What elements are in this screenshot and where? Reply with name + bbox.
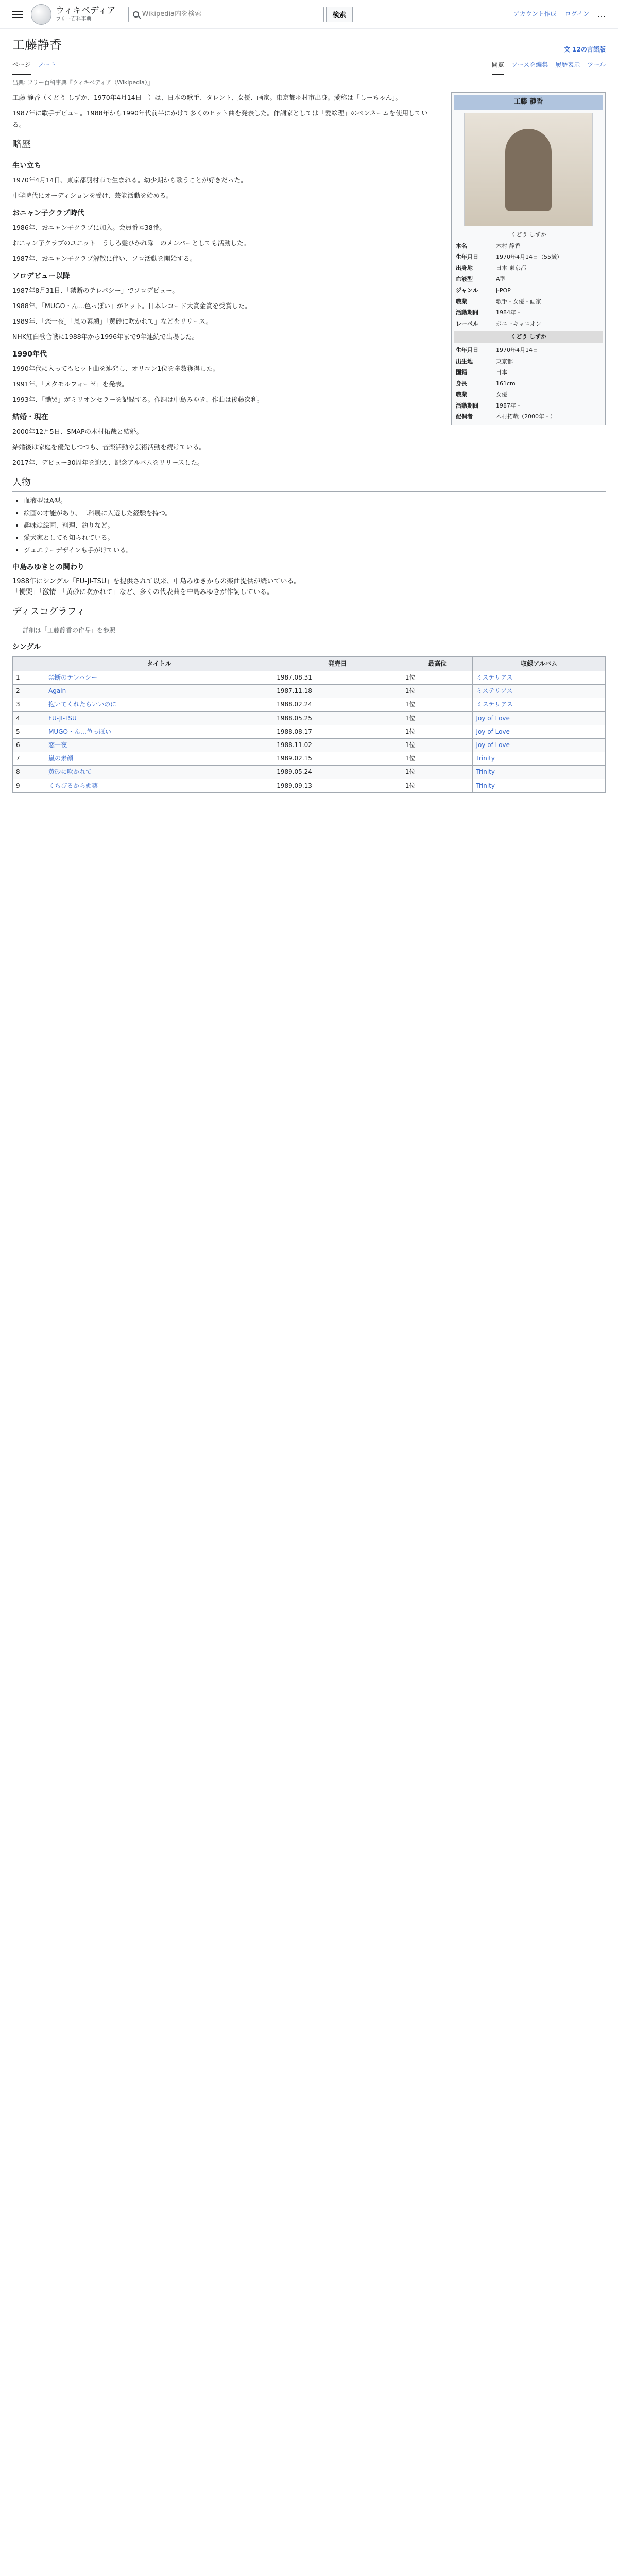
create-account-link[interactable]: アカウント作成 bbox=[513, 10, 557, 18]
infobox-row bbox=[454, 345, 603, 356]
infobox-row bbox=[454, 251, 603, 263]
intro-paragraph: 1987年に歌手デビュー。1988年から1990年代前半にかけて多くのヒット曲を発表した。作詞家としては「愛絵理」のペンネームを使用している。 bbox=[12, 109, 428, 128]
page-title: 工藤静香 bbox=[12, 38, 62, 52]
infobox-row bbox=[454, 296, 603, 308]
main-body bbox=[12, 92, 435, 468]
cell-date: 1987.08.31 bbox=[273, 671, 402, 685]
infobox-row bbox=[454, 356, 603, 367]
table-header: 最高位 bbox=[402, 656, 473, 671]
infobox-key: 配偶者 bbox=[456, 413, 473, 420]
language-button[interactable]: 文 12の言語版 bbox=[564, 46, 606, 54]
infobox-row bbox=[454, 241, 603, 252]
infobox-row bbox=[454, 263, 603, 274]
search-icon bbox=[133, 11, 139, 18]
nakajima-paragraph: 1988年にシングル「FU-JI-TSU」を提供されて以来、中島みゆきからの楽曲提供が続いている。 bbox=[12, 577, 301, 585]
subsection-heading-nakajima: 中島みゆきとの関わり bbox=[12, 563, 84, 572]
cell-title[interactable]: 禁断のテレパシー bbox=[45, 671, 273, 685]
infobox-row bbox=[454, 367, 603, 378]
infobox-key: 出身地 bbox=[456, 264, 473, 272]
section-heading-discography: ディスコグラフィ bbox=[12, 605, 606, 621]
infobox-value: 東京都 bbox=[496, 358, 513, 365]
infobox-row bbox=[454, 389, 603, 400]
cell-rank: 1位 bbox=[402, 685, 473, 698]
infobox-key: 生年月日 bbox=[456, 253, 478, 261]
infobox-value: 161cm bbox=[496, 380, 516, 387]
infobox-value: 日本 bbox=[496, 369, 507, 376]
cell-number: 3 bbox=[13, 698, 45, 711]
tab-edit-source[interactable]: ソースを編集 bbox=[511, 61, 548, 69]
section-paragraph: 結婚後は家庭を優先しつつも、音楽活動や芸術活動を続けている。 bbox=[12, 443, 206, 451]
cell-date: 1989.02.15 bbox=[273, 752, 402, 766]
infobox-title: 工藤 静香 bbox=[454, 95, 603, 110]
infobox-row bbox=[454, 400, 603, 412]
cell-date: 1988.08.17 bbox=[273, 725, 402, 738]
page-tabs bbox=[0, 57, 618, 75]
infobox-row bbox=[454, 411, 603, 422]
cell-number: 2 bbox=[13, 685, 45, 698]
section-paragraph: NHK紅白歌合戦に1988年から1996年まで9年連続で出場した。 bbox=[12, 332, 199, 341]
list-item: • 趣味は絵画、料理、釣りなど。 bbox=[24, 520, 606, 531]
subsection-heading: ソロデビュー以降 bbox=[12, 272, 70, 280]
cell-title[interactable]: くちびるから媚薬 bbox=[45, 779, 273, 792]
infobox-key: 血液型 bbox=[456, 276, 473, 283]
infobox-value: 1970年4月14日（55歳） bbox=[496, 253, 562, 261]
cell-date: 1988.11.02 bbox=[273, 738, 402, 752]
singles-table bbox=[12, 656, 606, 793]
cell-rank: 1位 bbox=[402, 711, 473, 725]
cell-rank: 1位 bbox=[402, 671, 473, 685]
table-row bbox=[13, 766, 606, 779]
table-header: タイトル bbox=[45, 656, 273, 671]
section-heading: 略歴 bbox=[12, 138, 435, 154]
list-item: • 血液型はA型。 bbox=[24, 496, 606, 506]
table-row bbox=[13, 725, 606, 738]
infobox-table-actor bbox=[454, 345, 603, 422]
table-header: 収録アルバム bbox=[473, 656, 606, 671]
infobox-key: 出生地 bbox=[456, 358, 473, 365]
infobox-caption: くどう しずか bbox=[510, 231, 546, 238]
cell-date: 1988.02.24 bbox=[273, 698, 402, 711]
search-input[interactable] bbox=[142, 10, 319, 18]
table-header bbox=[13, 656, 45, 671]
cell-number: 4 bbox=[13, 711, 45, 725]
infobox-row bbox=[454, 285, 603, 296]
table-row bbox=[13, 738, 606, 752]
section-paragraph: 中学時代にオーディションを受け、芸能活動を始める。 bbox=[12, 191, 173, 199]
infobox-value: 木村拓哉（2000年 - ） bbox=[496, 413, 556, 420]
cell-title[interactable]: Again bbox=[45, 685, 273, 698]
infobox-row bbox=[454, 274, 603, 285]
infobox-key: ジャンル bbox=[456, 286, 478, 294]
infobox-key: 生年月日 bbox=[456, 346, 478, 353]
table-row bbox=[13, 698, 606, 711]
subsection-heading: 結婚・現在 bbox=[12, 413, 48, 421]
table-row bbox=[13, 752, 606, 766]
section-paragraph: 1986年、おニャン子クラブに加入。会員番号38番。 bbox=[12, 224, 166, 232]
list-item: • 絵画の才能があり、二科展に入選した経験を持つ。 bbox=[24, 508, 606, 518]
cell-title[interactable]: 恋一夜 bbox=[45, 738, 273, 752]
subsection-heading-single: シングル bbox=[12, 643, 41, 652]
infobox-table-music bbox=[454, 241, 603, 330]
search-button[interactable]: 検索 bbox=[326, 7, 353, 22]
cell-title[interactable]: MUGO・ん…色っぽい bbox=[45, 725, 273, 738]
section-paragraph: おニャン子クラブのユニット「うしろ髪ひかれ隊」のメンバーとしても活動した。 bbox=[12, 239, 250, 247]
tab-tools[interactable]: ツール bbox=[587, 61, 606, 69]
cell-title[interactable]: 嵐の素顔 bbox=[45, 752, 273, 766]
table-row bbox=[13, 685, 606, 698]
section-paragraph: 2017年、デビュー30周年を迎え、記念アルバムをリリースした。 bbox=[12, 458, 204, 466]
cell-album[interactable]: ミステリアス bbox=[473, 698, 606, 711]
cell-number: 8 bbox=[13, 766, 45, 779]
subsection-heading: 生い立ち bbox=[12, 161, 41, 170]
section-paragraph: 1991年、「メタモルフォーゼ」を発表。 bbox=[12, 380, 128, 388]
infobox-value: 女優 bbox=[496, 391, 507, 398]
infobox-value: J-POP bbox=[496, 286, 511, 294]
infobox-key: 職業 bbox=[456, 298, 467, 305]
cell-album[interactable]: Joy of Love bbox=[473, 738, 606, 752]
infobox-row bbox=[454, 378, 603, 389]
discography-hatnote: 詳細は「工藤静香の作品」を参照 bbox=[23, 626, 116, 634]
infobox-row bbox=[454, 318, 603, 330]
site-logo[interactable] bbox=[31, 4, 116, 25]
infobox-value: A型 bbox=[496, 276, 506, 283]
site-header bbox=[0, 0, 618, 29]
globe-logo-icon bbox=[31, 4, 52, 25]
infobox-subtitle: くどう しずか bbox=[454, 331, 603, 343]
cell-date: 1989.09.13 bbox=[273, 779, 402, 792]
portrait-image[interactable] bbox=[464, 113, 593, 226]
tab-talk[interactable]: ノート bbox=[38, 61, 57, 69]
section-paragraph: 1989年、「恋一夜」「嵐の素顔」「黄砂に吹かれて」などをリリース。 bbox=[12, 317, 212, 325]
search-area bbox=[128, 7, 353, 22]
cell-album[interactable]: Trinity bbox=[473, 766, 606, 779]
infobox-value: 1970年4月14日 bbox=[496, 346, 538, 353]
table-row bbox=[13, 671, 606, 685]
search-box[interactable] bbox=[128, 7, 324, 22]
cell-album[interactable]: Trinity bbox=[473, 752, 606, 766]
section-heading-person: 人物 bbox=[12, 476, 606, 492]
list-item: • 愛犬家としても知られている。 bbox=[24, 533, 606, 543]
table-row bbox=[13, 711, 606, 725]
infobox-value: ポニーキャニオン bbox=[496, 320, 541, 327]
section-paragraph: 2000年12月5日、SMAPの木村拓哉と結婚。 bbox=[12, 428, 143, 436]
section-paragraph: 1988年、「MUGO・ん…色っぽい」がヒット。日本レコード大賞金賞を受賞した。 bbox=[12, 302, 251, 310]
cell-number: 1 bbox=[13, 671, 45, 685]
infobox-key: 国籍 bbox=[456, 369, 467, 376]
cell-album[interactable]: Trinity bbox=[473, 779, 606, 792]
tab-page[interactable]: ページ bbox=[12, 57, 31, 74]
infobox-value: 日本 東京都 bbox=[496, 264, 526, 272]
article-content bbox=[0, 75, 618, 796]
intro-paragraph: 工藤 静香（くどう しずか、1970年4月14日 - ）は、日本の歌手、タレント、女優、画家。東京都羽村市出身。愛称は「しーちゃん」。 bbox=[12, 94, 402, 102]
subsection-heading: 1990年代 bbox=[12, 350, 47, 359]
infobox-value: 木村 静香 bbox=[496, 242, 521, 249]
section-paragraph: 1987年8月31日、「禁断のテレパシー」でソロデビュー。 bbox=[12, 286, 179, 295]
lower-body bbox=[12, 476, 606, 793]
infobox-key: レーベル bbox=[456, 320, 478, 327]
infobox-key: 身長 bbox=[456, 380, 467, 387]
cell-title[interactable]: 黄砂に吹かれて bbox=[45, 766, 273, 779]
subsection-heading: おニャン子クラブ時代 bbox=[12, 209, 84, 217]
table-row bbox=[13, 779, 606, 792]
person-list bbox=[12, 496, 606, 555]
section-paragraph: 1990年代に入ってもヒット曲を連発し、オリコン1位を多数獲得した。 bbox=[12, 365, 219, 373]
cell-title[interactable]: FU-JI-TSU bbox=[45, 711, 273, 725]
title-row bbox=[0, 29, 618, 57]
cell-album[interactable]: Joy of Love bbox=[473, 725, 606, 738]
more-options-icon[interactable]: … bbox=[597, 9, 606, 19]
section-paragraph: 1987年、おニャン子クラブ解散に伴い、ソロ活動を開始する。 bbox=[12, 254, 196, 262]
infobox-value: 歌手・女優・画家 bbox=[496, 298, 541, 305]
cell-date: 1987.11.18 bbox=[273, 685, 402, 698]
cell-number: 9 bbox=[13, 779, 45, 792]
cell-rank: 1位 bbox=[402, 779, 473, 792]
infobox-key: 活動期間 bbox=[456, 309, 478, 316]
cell-number: 7 bbox=[13, 752, 45, 766]
cell-title[interactable]: 抱いてくれたらいいのに bbox=[45, 698, 273, 711]
section-paragraph: 1993年、「慟哭」がミリオンセラーを記録する。作詞は中島みゆき、作曲は後藤次利。 bbox=[12, 395, 264, 403]
cell-rank: 1位 bbox=[402, 698, 473, 711]
cell-rank: 1位 bbox=[402, 725, 473, 738]
cell-number: 6 bbox=[13, 738, 45, 752]
cell-rank: 1位 bbox=[402, 752, 473, 766]
tab-read[interactable]: 閲覧 bbox=[492, 57, 504, 74]
infobox-key: 活動期間 bbox=[456, 402, 478, 409]
section-paragraph: 1970年4月14日、東京都羽村市で生まれる。幼少期から歌うことが好きだった。 bbox=[12, 176, 247, 184]
menu-icon[interactable] bbox=[12, 11, 23, 18]
infobox bbox=[451, 92, 606, 425]
tab-history[interactable]: 履歴表示 bbox=[555, 61, 580, 69]
source-line: 出典: フリー百科事典『ウィキペディア（Wikipedia）』 bbox=[12, 79, 153, 86]
login-link[interactable]: ログイン bbox=[564, 10, 589, 18]
infobox-row bbox=[454, 307, 603, 318]
cell-album[interactable]: ミステリアス bbox=[473, 671, 606, 685]
cell-date: 1989.05.24 bbox=[273, 766, 402, 779]
cell-rank: 1位 bbox=[402, 766, 473, 779]
infobox-key: 職業 bbox=[456, 391, 467, 398]
nakajima-paragraph: 「慟哭」「激情」「黄砂に吹かれて」など、多くの代表曲を中島みゆきが作詞している。 bbox=[12, 588, 274, 596]
infobox-value: 1987年 - bbox=[496, 402, 520, 409]
cell-album[interactable]: Joy of Love bbox=[473, 711, 606, 725]
infobox-value: 1984年 - bbox=[496, 309, 520, 316]
cell-rank: 1位 bbox=[402, 738, 473, 752]
cell-date: 1988.05.25 bbox=[273, 711, 402, 725]
list-item: • ジュエリーデザインも手がけている。 bbox=[24, 545, 606, 555]
site-subtitle: フリー百科事典 bbox=[56, 16, 92, 22]
table-header: 発売日 bbox=[273, 656, 402, 671]
site-title: ウィキペディア bbox=[56, 6, 116, 16]
cell-album[interactable]: ミステリアス bbox=[473, 685, 606, 698]
cell-number: 5 bbox=[13, 725, 45, 738]
infobox-key: 本名 bbox=[456, 242, 467, 249]
